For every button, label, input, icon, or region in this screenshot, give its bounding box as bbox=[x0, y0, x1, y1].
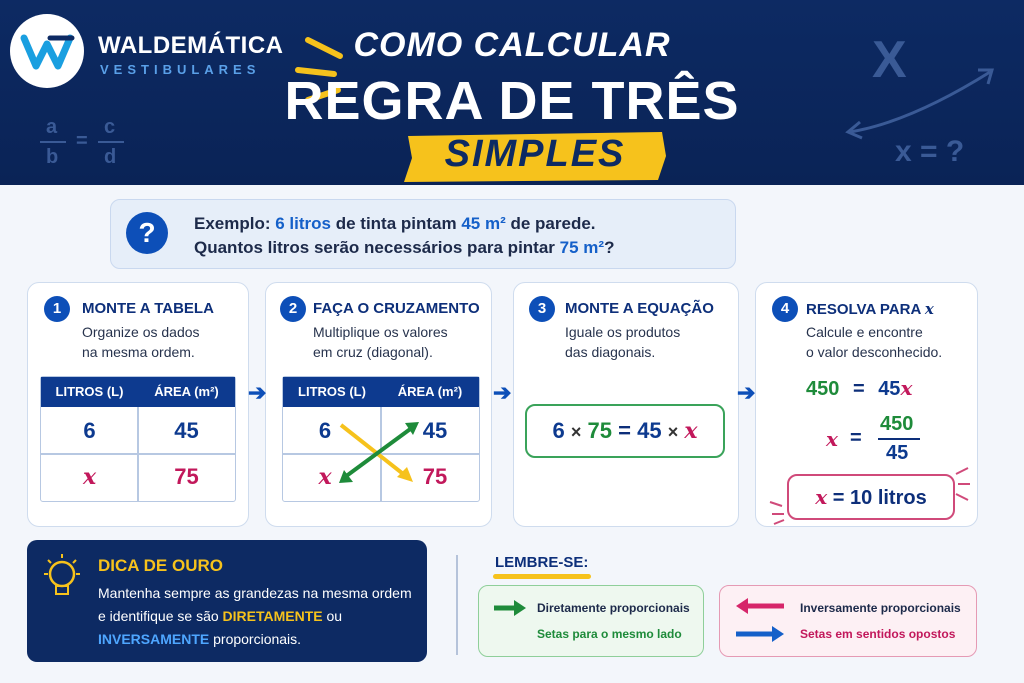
brand-name: WALDEMÁTICA bbox=[98, 32, 284, 59]
question-line-2 bbox=[194, 238, 614, 258]
tip-highlight: DIRETAMENTE bbox=[222, 608, 323, 624]
step-number: 1 bbox=[44, 296, 70, 322]
step-title bbox=[806, 300, 934, 318]
solve-term: 450 bbox=[806, 378, 840, 400]
arrow-right-icon: ➔ bbox=[737, 380, 756, 405]
deco-c: c bbox=[104, 116, 116, 138]
table-cell: 75 bbox=[422, 464, 448, 489]
question-highlight: 75 m² bbox=[559, 238, 605, 257]
table-cell: 6 bbox=[83, 418, 96, 443]
equation-term: 45 bbox=[637, 418, 662, 443]
step-desc: o valor desconhecido. bbox=[806, 344, 943, 360]
deco-d: d bbox=[104, 146, 117, 168]
question-highlight: 6 litros bbox=[275, 214, 331, 233]
deco-b: b bbox=[46, 146, 59, 168]
question-icon: ? bbox=[126, 212, 168, 254]
tip-text: ou bbox=[322, 608, 343, 624]
title-line-2: REGRA DE TRÊS bbox=[284, 71, 740, 131]
equation-box bbox=[525, 404, 725, 458]
answer-box bbox=[787, 474, 955, 520]
table-header: LITROS (L) bbox=[41, 377, 138, 407]
step-desc: das diagonais. bbox=[565, 344, 656, 360]
arrow-right-green-icon bbox=[492, 598, 528, 618]
arrow-right-icon: ➔ bbox=[248, 380, 267, 405]
direct-card bbox=[478, 585, 704, 657]
question-line-1 bbox=[194, 214, 596, 234]
title-line-3: SIMPLES bbox=[444, 133, 626, 175]
step-title: MONTE A TABELA bbox=[82, 300, 214, 317]
answer-variable: x bbox=[815, 485, 828, 509]
question-text: Exemplo: bbox=[194, 214, 276, 233]
opposite-arrows-icon bbox=[734, 596, 788, 646]
arrow-right-icon: ➔ bbox=[493, 380, 512, 405]
table-cell: 45 bbox=[422, 418, 448, 443]
question-highlight: 45 m² bbox=[461, 214, 506, 233]
deco-fraction-bar bbox=[40, 141, 66, 143]
deco-x: X bbox=[872, 31, 907, 89]
tip-line-3 bbox=[98, 631, 301, 647]
equation-operator: × bbox=[667, 422, 679, 442]
question-text: ? bbox=[604, 238, 615, 257]
answer-value: = 10 litros bbox=[832, 487, 927, 509]
cross-table bbox=[282, 376, 480, 502]
equation-operator: = bbox=[618, 418, 631, 443]
question-text: de parede. bbox=[505, 214, 596, 233]
fraction-denominator: 45 bbox=[886, 442, 909, 464]
table-cell: x bbox=[318, 464, 332, 490]
step-title: MONTE A EQUAÇÃO bbox=[565, 300, 714, 317]
question-text: Quantos litros serão necessários para pintar bbox=[194, 238, 560, 257]
step-title-variable: x bbox=[924, 300, 934, 318]
solve-operator: = bbox=[850, 427, 862, 449]
deco-fraction-bar-2 bbox=[98, 141, 124, 143]
table-cell: x bbox=[82, 464, 97, 490]
step-number: 3 bbox=[529, 296, 555, 322]
question-text: de tinta pintam bbox=[331, 214, 462, 233]
tip-line-1: Mantenha sempre as grandezas na mesma ordem bbox=[98, 585, 412, 601]
table-header: ÁREA (m²) bbox=[138, 377, 235, 407]
solve-term: 45 bbox=[878, 378, 901, 400]
title-line-1: COMO CALCULAR bbox=[353, 26, 671, 64]
equation-term: 75 bbox=[587, 418, 612, 443]
step-title-text: RESOLVA PARA bbox=[806, 301, 921, 318]
step-number: 2 bbox=[280, 296, 306, 322]
deco-a: a bbox=[46, 116, 58, 138]
inverse-title: Inversamente proporcionais bbox=[800, 601, 961, 615]
deco-eq: = bbox=[76, 130, 88, 152]
step-desc: Calcule e encontre bbox=[806, 324, 923, 340]
inverse-subtitle: Setas em sentidos opostos bbox=[800, 627, 956, 641]
solve-variable: x bbox=[826, 427, 838, 451]
deco-x-equals-question: x = ? bbox=[895, 135, 965, 168]
table-divider bbox=[41, 453, 235, 455]
step-desc: Multiplique os valores bbox=[313, 324, 448, 340]
solve-variable: x bbox=[900, 376, 913, 400]
fraction-numerator: 450 bbox=[880, 413, 914, 435]
brand-subtitle: VESTIBULARES bbox=[100, 62, 261, 77]
fraction-bar bbox=[878, 438, 920, 440]
step-desc: Organize os dados bbox=[82, 324, 200, 340]
solve-operator: = bbox=[852, 378, 865, 400]
table-cell: 75 bbox=[174, 464, 199, 489]
step-desc: na mesma ordem. bbox=[82, 344, 195, 360]
step-desc: em cruz (diagonal). bbox=[313, 344, 433, 360]
tip-title: DICA DE OURO bbox=[98, 556, 223, 575]
equation-operator: × bbox=[570, 422, 582, 442]
lightbulb-icon bbox=[40, 552, 84, 602]
direct-title: Diretamente proporcionais bbox=[537, 601, 690, 615]
equation-variable: x bbox=[684, 418, 698, 444]
data-table bbox=[40, 376, 236, 502]
step-number: 4 bbox=[772, 296, 798, 322]
table-header: ÁREA (m²) bbox=[381, 377, 479, 407]
tip-highlight: INVERSAMENTE bbox=[98, 631, 210, 647]
tip-line-2 bbox=[98, 608, 342, 624]
question-box bbox=[110, 199, 736, 269]
section-divider bbox=[456, 555, 458, 655]
solve-line-1 bbox=[806, 376, 912, 401]
title-highlight bbox=[400, 128, 670, 184]
tip-text: proporcionais. bbox=[209, 631, 302, 647]
remember-title: LEMBRE-SE: bbox=[495, 554, 589, 571]
direct-subtitle: Setas para o mesmo lado bbox=[537, 627, 682, 641]
table-cell: 45 bbox=[174, 418, 199, 443]
remember-underline bbox=[493, 574, 591, 579]
table-cell: 6 bbox=[318, 418, 332, 443]
tip-text: e identifique se são bbox=[98, 608, 223, 624]
table-header: LITROS (L) bbox=[283, 377, 381, 407]
equation-term: 6 bbox=[552, 418, 565, 443]
step-desc: Iguale os produtos bbox=[565, 324, 681, 340]
step-title: FAÇA O CRUZAMENTO bbox=[313, 300, 480, 317]
